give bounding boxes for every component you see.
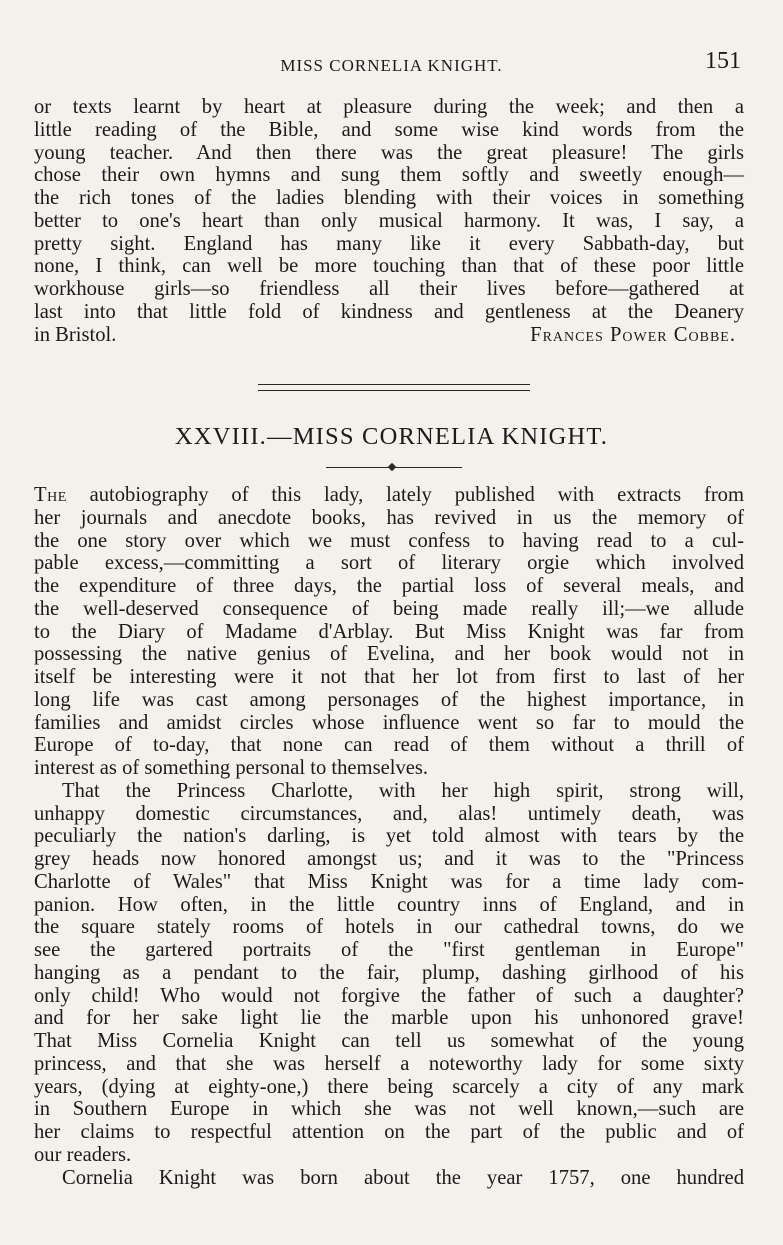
text-line: her claims to respectful attention on the part of the public and of: [34, 1121, 744, 1143]
text-line: little reading of the Bible, and some wise kind words from the: [34, 118, 744, 141]
text-line: pretty sight. England has many like it every Sabbath-day, but: [34, 232, 744, 255]
text-line: in Southern Europe in which she was not well known,—such are: [34, 1098, 744, 1121]
text-line: the rich tones of the ladies blending with their voices in something: [34, 187, 744, 209]
page-number: 151: [705, 48, 741, 74]
text-line: That Miss Cornelia Knight can tell us somewhat of the young: [34, 1030, 744, 1052]
text-line: only child! Who would not forgive the father of such a daughter?: [34, 984, 744, 1007]
text-line: panion. How often, in the little country inns of England, and in: [34, 893, 744, 916]
chapter-heading: XXVIII.—MISS CORNELIA KNIGHT.: [174, 423, 609, 450]
text-line: peculiarly the nation's darling, is yet told almost with tears by the: [34, 825, 744, 848]
text-line: the square stately rooms of hotels in our cathedral towns, do we: [34, 916, 744, 939]
section-divider: [258, 384, 530, 391]
chapter-body: [34, 484, 744, 1189]
text-line: That the Princess Charlotte, with her high spirit, strong will,: [62, 779, 744, 802]
text-line: Cornelia Knight was born about the year 1757, one hundred: [62, 1166, 744, 1189]
text-line: long life was cast among personages of the highest importance, in: [34, 688, 744, 711]
running-title: MISS CORNELIA KNIGHT.: [280, 56, 503, 75]
text-line: last into that little fold of kindness and gentleness at the Deanery: [34, 300, 744, 323]
text-line: to the Diary of Madame d'Arblay. But Miss Knight was far from: [34, 620, 744, 643]
text-line: years, (dying at eighty-one,) there being scarcely a city of any mark: [34, 1075, 744, 1098]
text-line: unhappy domestic circumstances, and, alas! untimely death, was: [34, 802, 744, 825]
text-line: workhouse girls—so friendless all their lives before—gathered at: [34, 278, 744, 300]
text-line: interest as of something personal to themselves.: [34, 757, 429, 779]
text-line: none, I think, can well be more touching than that of these poor little: [34, 255, 744, 278]
text-line: her journals and anecdote books, has revived in us the memory of: [34, 506, 744, 529]
text-line: chose their own hymns and sung them softly and sweetly enough—: [34, 164, 744, 187]
heading-ornament: [326, 467, 462, 469]
text-line: young teacher. And then there was the great pleasure! The girls: [34, 141, 744, 164]
running-head: [34, 48, 749, 78]
text-line: or texts learnt by heart at pleasure during the week; and then a: [34, 96, 744, 118]
text-line: the one story over which we must confess to having read to a cul-: [34, 529, 744, 552]
text-line: the expenditure of three days, the partial loss of several meals, and: [34, 575, 744, 597]
text-line: the well-deserved consequence of being made really ill;—we allude: [34, 597, 744, 620]
text-line: Europe of to-day, that none can read of them without a thrill of: [34, 734, 744, 757]
previous-chapter-ending: [34, 96, 744, 346]
text-line: hanging as a pendant to the fair, plump, dashing girlhood of his: [34, 961, 744, 984]
text-line: [34, 484, 744, 507]
opening-line-rest: autobiography of this lady, lately published with extracts from: [66, 484, 744, 506]
text-line: better to one's heart than only musical harmony. It was, I say, a: [34, 209, 744, 232]
text-line: and for her sake light lie the marble upon his unhonored grave!: [34, 1007, 744, 1030]
text-line: itself be interesting were it not that her lot from first to last of her: [34, 666, 744, 688]
opening-word: The: [34, 484, 67, 506]
text-line: pable excess,—committing a sort of literary orgie which involved: [34, 552, 744, 575]
closing-text: in Bristol.: [34, 323, 117, 346]
diamond-icon: [388, 463, 396, 471]
text-line: possessing the native genius of Evelina, and her book would not in: [34, 643, 744, 666]
author-signature: Frances Power Cobbe.: [530, 323, 736, 346]
text-line: princess, and that she was herself a noteworthy lady for some sixty: [34, 1052, 744, 1075]
text-line: grey heads now honored amongst us; and it was to the "Princess: [34, 848, 744, 870]
closing-line: [34, 324, 744, 347]
text-line: Charlotte of Wales" that Miss Knight was for a time lady com-: [34, 870, 744, 893]
text-line: see the gartered portraits of the "first gentleman in Europe": [34, 939, 744, 961]
text-line: our readers.: [34, 1143, 132, 1166]
text-line: families and amidst circles whose influence went so far to mould the: [34, 711, 744, 734]
